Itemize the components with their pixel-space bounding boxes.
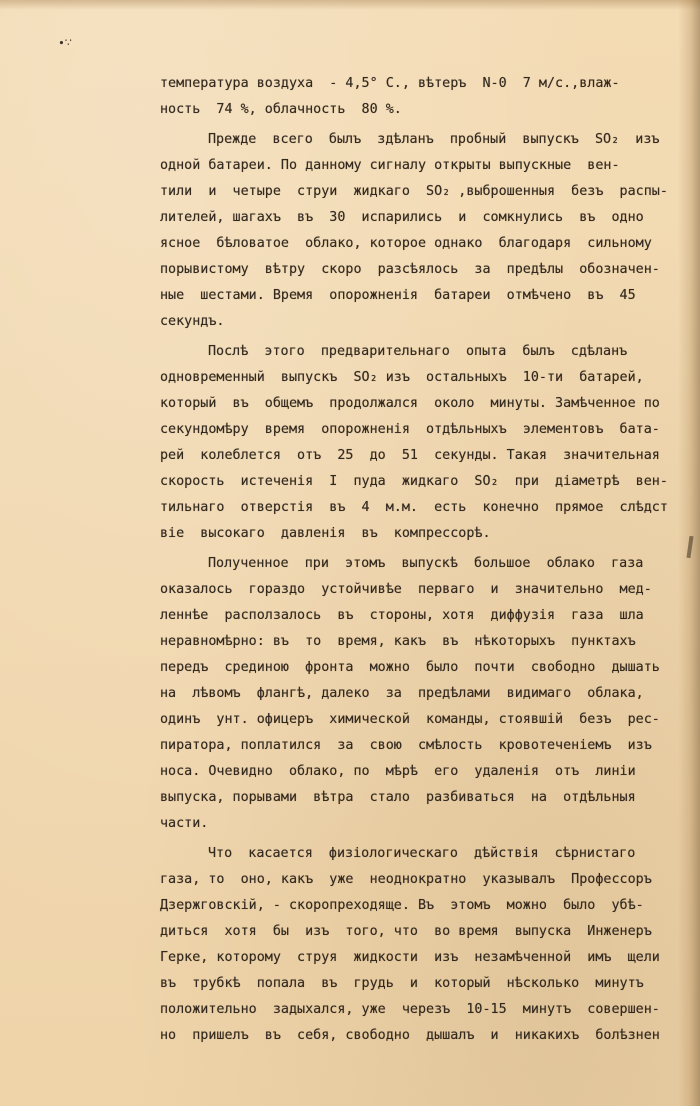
- text-line: одной батареи. По данному сигналу открыты выпускные вен-: [160, 158, 620, 173]
- text-line: леннѣе расползалось въ стороны, хотя диффузія газа шла: [160, 608, 644, 623]
- text-line: положительно задыхался, уже черезъ 10-15 минутъ совершен-: [160, 1002, 660, 1017]
- text-line: передъ срединою фронта можно было почти свободно дышать: [160, 660, 660, 675]
- text-line: пиратора, поплатился за свою смѣлость кровотеченіемъ изъ: [160, 738, 652, 753]
- text-line: диться хотя бы изъ того, что во время выпуска Инженеръ: [160, 924, 652, 939]
- text-line: носа. Очевидно облако, по мѣрѣ его удаленія отъ линіи: [160, 764, 636, 779]
- text-line: части.: [160, 816, 209, 831]
- text-line: секундомѣру время опорожненія отдѣльныхъ элементовъ бата-: [160, 422, 660, 437]
- text-line: ные шестами. Время опорожненія батареи отмѣчено въ 45: [160, 288, 636, 303]
- paper-top-edge: [0, 0, 700, 10]
- text-line: но пришелъ въ себя, свободно дышалъ и никакихъ болѣзнен: [160, 1028, 660, 1043]
- text-line: тили и четыре струи жидкаго SO₂ ,выброшенныя безъ распы-: [160, 184, 668, 199]
- text-line: секундъ.: [160, 314, 225, 329]
- text-line: ность 74 %, облачность 80 %.: [160, 102, 402, 117]
- text-line: неравномѣрно: въ то время, какъ въ нѣкоторыхъ пунктахъ: [160, 634, 636, 649]
- text-line: оказалось гораздо устойчивѣе перваго и значительно мед-: [160, 582, 652, 597]
- text-line: скорость истеченія I пуда жидкаго SO₂ при діаметрѣ вен-: [160, 474, 668, 489]
- text-line: лителей, шагахъ въ 30 испарились и сомкнулись въ одно: [160, 210, 644, 225]
- text-line: рей колеблется отъ 25 до 51 секунды. Такая значительная: [160, 448, 660, 463]
- text-line: тильнаго отверстія въ 4 м.м. есть конечно прямое слѣдст: [160, 500, 668, 515]
- text-line: одновременный выпускъ SO₂ изъ остальныхъ 10-ти батарей,: [160, 370, 644, 385]
- text-line: Дзержговскій, - скоропреходяще. Въ этомъ можно было убѣ-: [160, 898, 644, 913]
- text-line: выпуска, порывами вѣтра стало разбиваться на отдѣльныя: [160, 790, 636, 805]
- text-line: который въ общемъ продолжался около минуты. Замѣченное по: [160, 396, 660, 411]
- text-line: газа, то оно, какъ уже неоднократно указывалъ Профессоръ: [160, 872, 652, 887]
- text-line: Полученное при этомъ выпускѣ большое облако газа: [208, 556, 644, 571]
- text-line: Прежде всего былъ здѣланъ пробный выпускъ SO₂ изъ: [208, 132, 660, 147]
- text-line: Что касается физіологическаго дѣйствія сѣрнистаго: [208, 846, 636, 861]
- text-line: порывистому вѣтру скоро разсѣялось за предѣлы обозначен-: [160, 262, 660, 277]
- text-line: віе высокаго давленія въ компрессорѣ.: [160, 526, 491, 541]
- text-line: температура воздуха - 4,5° С., вѣтеръ N-0 7 м/с.,влаж-: [160, 76, 620, 91]
- corner-ink-mark: ∙∵: [58, 36, 72, 49]
- text-line: Герке, которому струя жидкости изъ незамѣченной имъ щели: [160, 950, 660, 965]
- text-line: Послѣ этого предварительнаго опыта былъ сдѣланъ: [208, 344, 628, 359]
- text-line: въ трубкѣ попала въ грудь и который нѣсколько минутъ: [160, 976, 644, 991]
- text-line: на лѣвомъ флангѣ, далеко за предѣлами видимаго облака,: [160, 686, 644, 701]
- text-line: одинъ унт. офицеръ химической команды, стоявшій безъ рес-: [160, 712, 660, 727]
- text-line: ясное бѣловатое облако, которое однако благодаря сильному: [160, 236, 652, 251]
